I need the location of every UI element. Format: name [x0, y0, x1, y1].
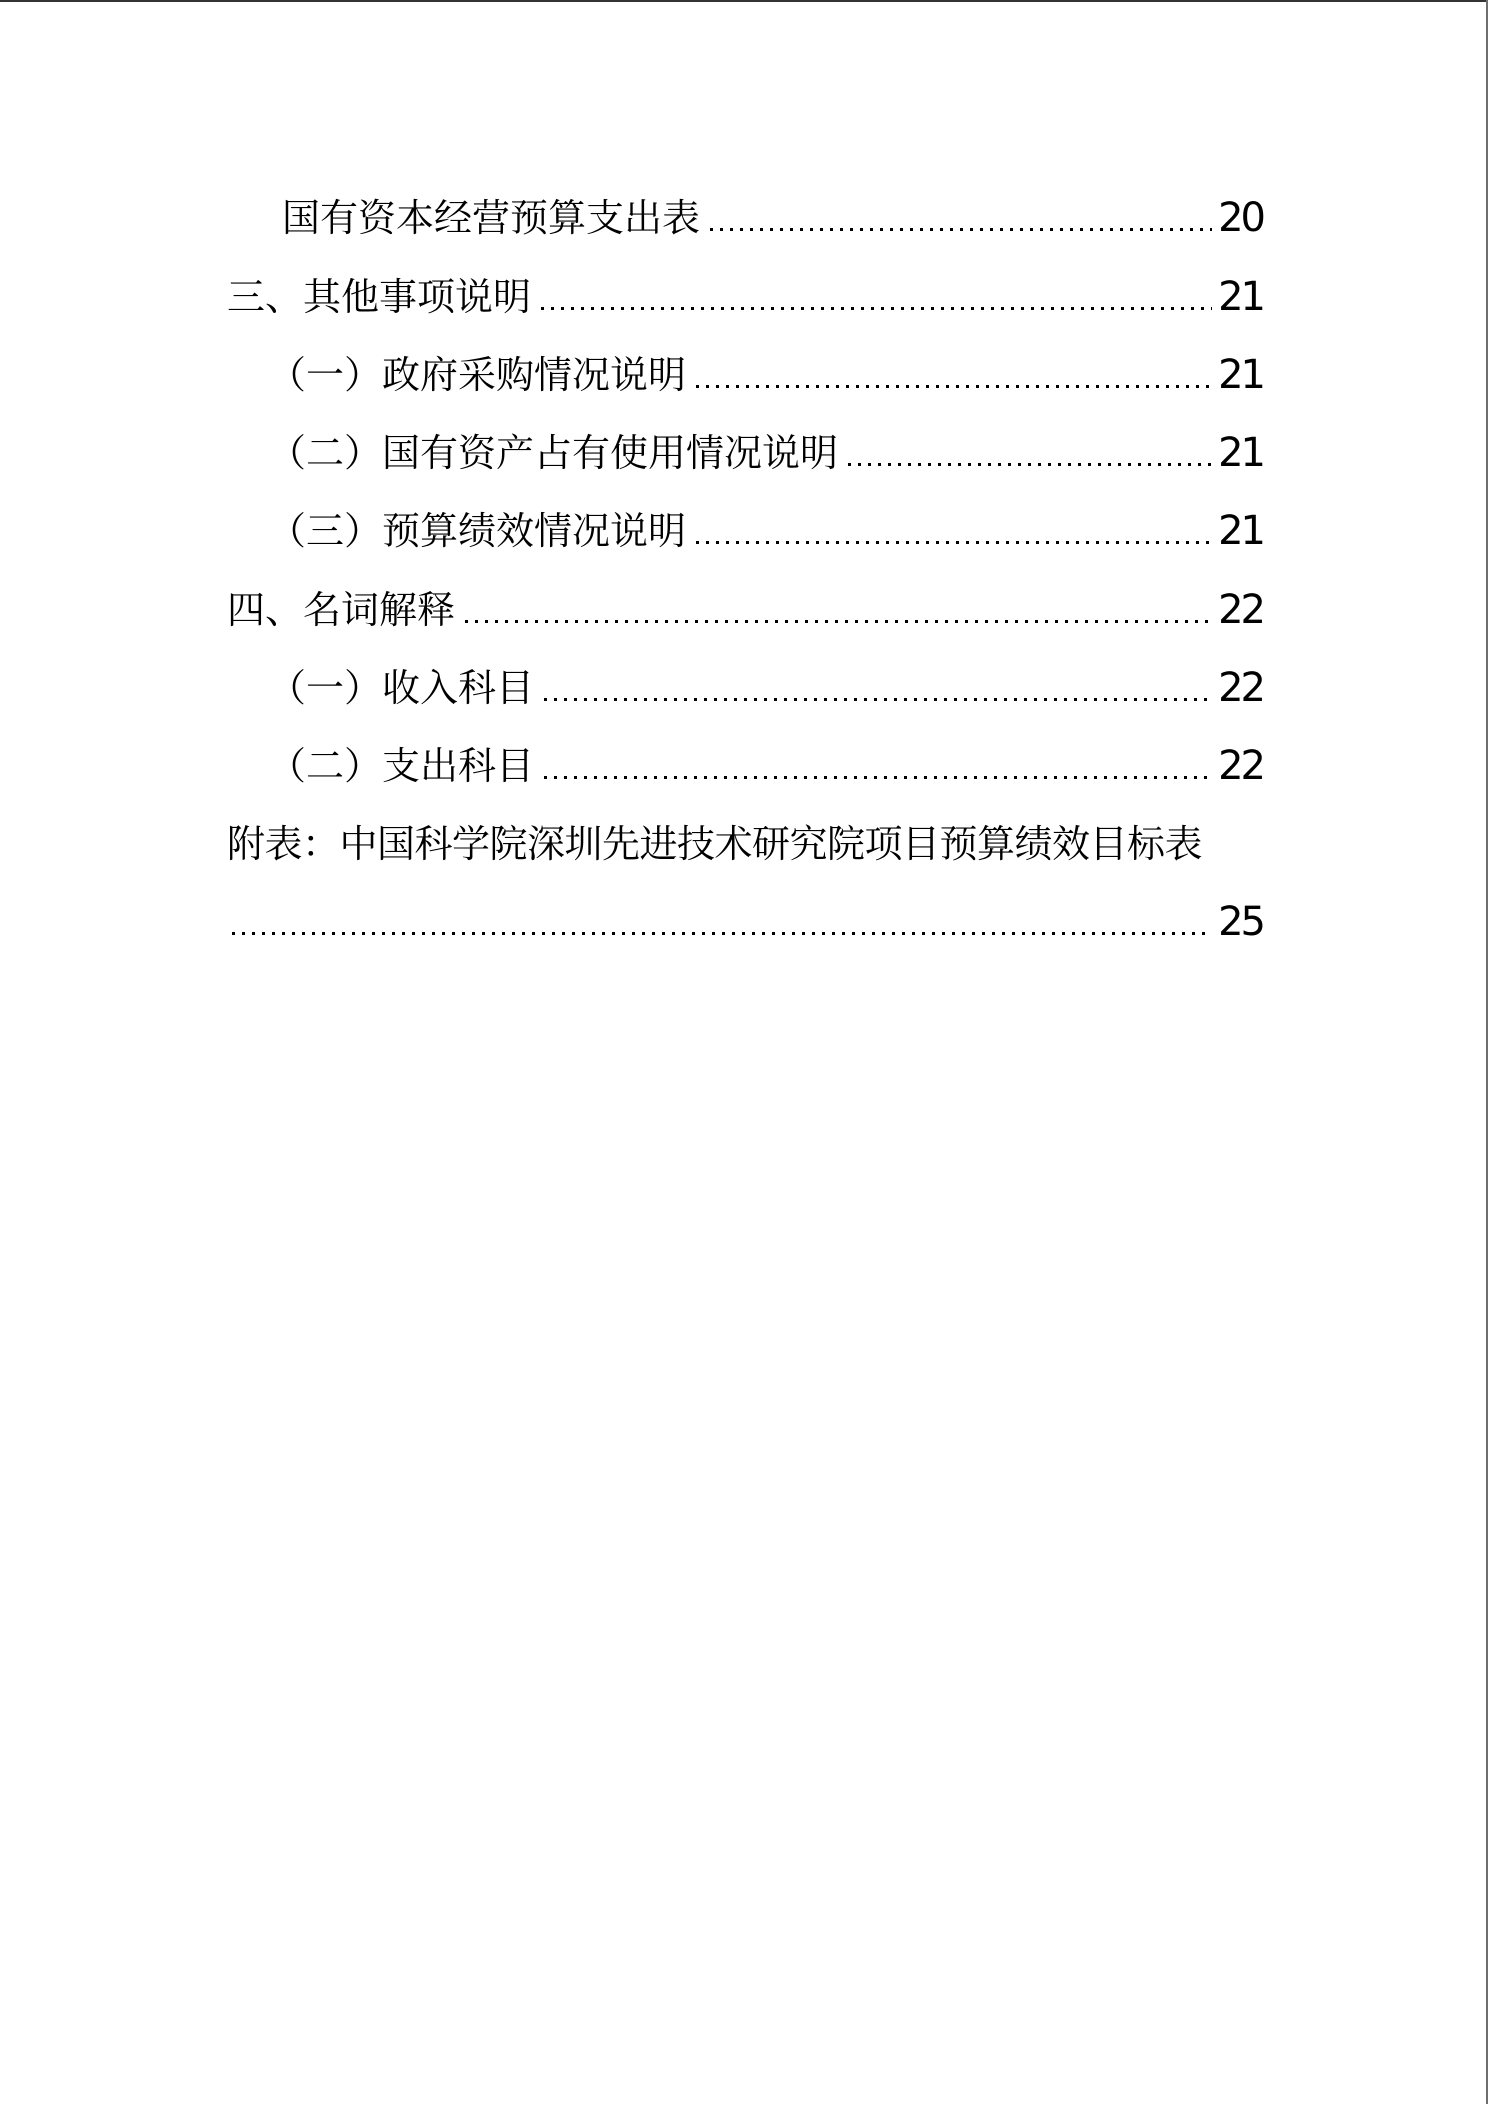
dot-leader — [232, 932, 1212, 935]
toc-entry-page-number: 21 — [1218, 430, 1263, 476]
toc-entry-page-number: 21 — [1218, 352, 1263, 398]
dot-leader — [848, 463, 1212, 466]
toc-entry-page-number: 22 — [1218, 743, 1263, 789]
toc-entry-page-number: 21 — [1218, 508, 1263, 554]
toc-entry-page-number: 21 — [1218, 274, 1263, 320]
toc-entry-title: （一）收入科目 — [268, 666, 535, 710]
toc-entry-title: 四、名词解释 — [227, 588, 456, 632]
dot-leader — [696, 385, 1212, 388]
dot-leader — [541, 307, 1212, 310]
toc-appendix-leader-row[interactable] — [232, 897, 1265, 947]
toc-entry-title: 国有资本经营预算支出表 — [282, 196, 701, 240]
toc-entry-title: （三）预算绩效情况说明 — [268, 509, 687, 553]
dot-leader — [710, 228, 1212, 231]
toc-entry[interactable] — [268, 350, 1265, 400]
dot-leader — [696, 541, 1212, 544]
toc-entry-page-number: 22 — [1218, 587, 1263, 633]
toc-appendix-page-number: 25 — [1218, 899, 1263, 945]
dot-leader — [465, 620, 1212, 623]
toc-entry[interactable] — [268, 663, 1265, 713]
toc-entry[interactable] — [268, 428, 1265, 478]
toc-appendix-title[interactable]: 附表：中国科学院深圳先进技术研究院项目预算绩效目标表 — [227, 822, 1203, 866]
page-top-border — [0, 0, 1488, 2]
toc-entry-title: （二）国有资产占有使用情况说明 — [268, 431, 839, 475]
toc-entry-title: （一）政府采购情况说明 — [268, 353, 687, 397]
toc-entry[interactable] — [227, 585, 1265, 635]
toc-entry[interactable] — [227, 272, 1265, 322]
toc-entry[interactable] — [268, 506, 1265, 556]
toc-entry-page-number: 22 — [1218, 665, 1263, 711]
toc-entry-title: 三、其他事项说明 — [227, 275, 532, 319]
toc-entry[interactable] — [268, 741, 1265, 791]
toc-entry[interactable] — [282, 193, 1265, 243]
dot-leader — [544, 776, 1212, 779]
dot-leader — [544, 698, 1212, 701]
toc-entry-title: （二）支出科目 — [268, 744, 535, 788]
toc-entry-page-number: 20 — [1218, 195, 1263, 241]
